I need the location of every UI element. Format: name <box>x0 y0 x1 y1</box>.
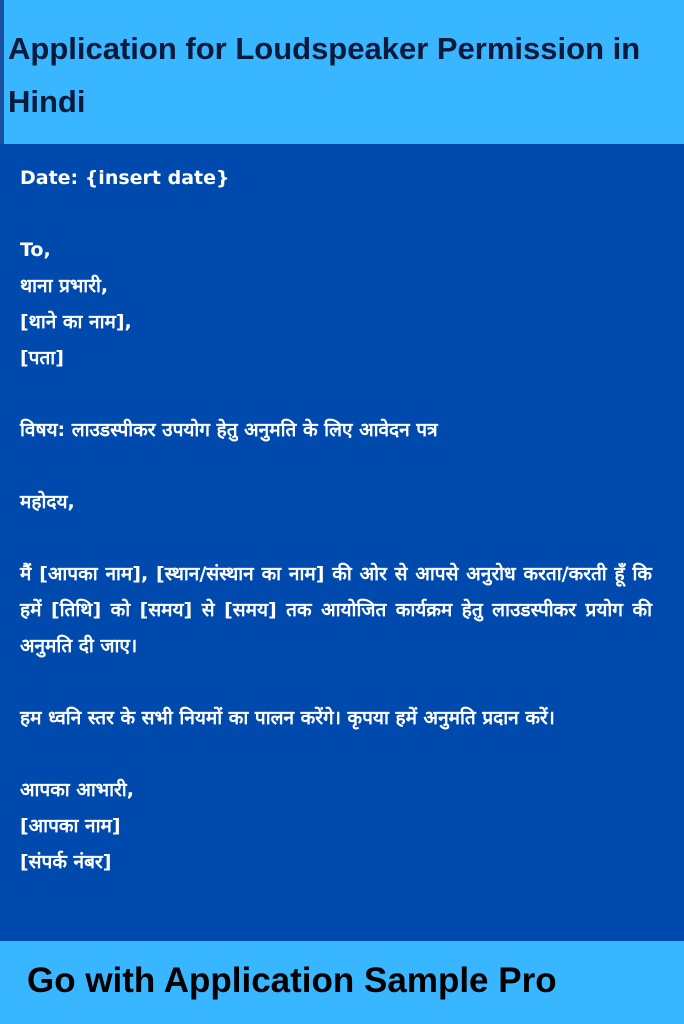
header-banner <box>0 0 684 144</box>
spacer <box>20 448 652 484</box>
letter-recipient: थाना प्रभारी, <box>20 275 109 297</box>
letter-paragraph-assurance: हम ध्वनि स्तर के सभी नियमों का पालन करेंगे। कृपया हमें अनुमति प्रदान करें। <box>20 707 555 729</box>
letter-closing: आपका आभारी, <box>20 779 134 801</box>
letter-sender-name: [आपका नाम] <box>20 815 121 837</box>
letter-sender-contact: [संपर्क नंबर] <box>20 851 112 873</box>
spacer <box>20 196 652 232</box>
spacer <box>20 736 652 772</box>
page-title: Application for Loudspeaker Permission in Hindi <box>8 31 641 119</box>
letter-body <box>0 144 684 941</box>
spacer <box>20 376 652 412</box>
letter-station: [थाने का नाम], <box>20 311 132 333</box>
letter-address: [पता] <box>20 347 64 369</box>
letter-to: To, <box>20 239 51 261</box>
footer-text: Go with Application Sample Pro <box>27 961 557 1000</box>
letter-subject: विषय: लाउडस्पीकर उपयोग हेतु अनुमति के लिए आवेदन पत्र <box>20 419 438 441</box>
spacer <box>20 520 652 556</box>
letter-date: Date: {insert date} <box>20 167 230 189</box>
letter-salutation: महोदय, <box>20 491 75 513</box>
footer-banner <box>0 941 684 1024</box>
spacer <box>20 664 652 700</box>
letter-paragraph-request: मैं [आपका नाम], [स्थान/संस्थान का नाम] की ओर से आपसे अनुरोध करता/करती हूँ कि हमें [तिथि] को [समय] से [समय] तक आयोजित कार्यक्रम हेतु लाउडस्पीकर प्रयोग की अनुमति दी जाए। <box>20 563 652 657</box>
